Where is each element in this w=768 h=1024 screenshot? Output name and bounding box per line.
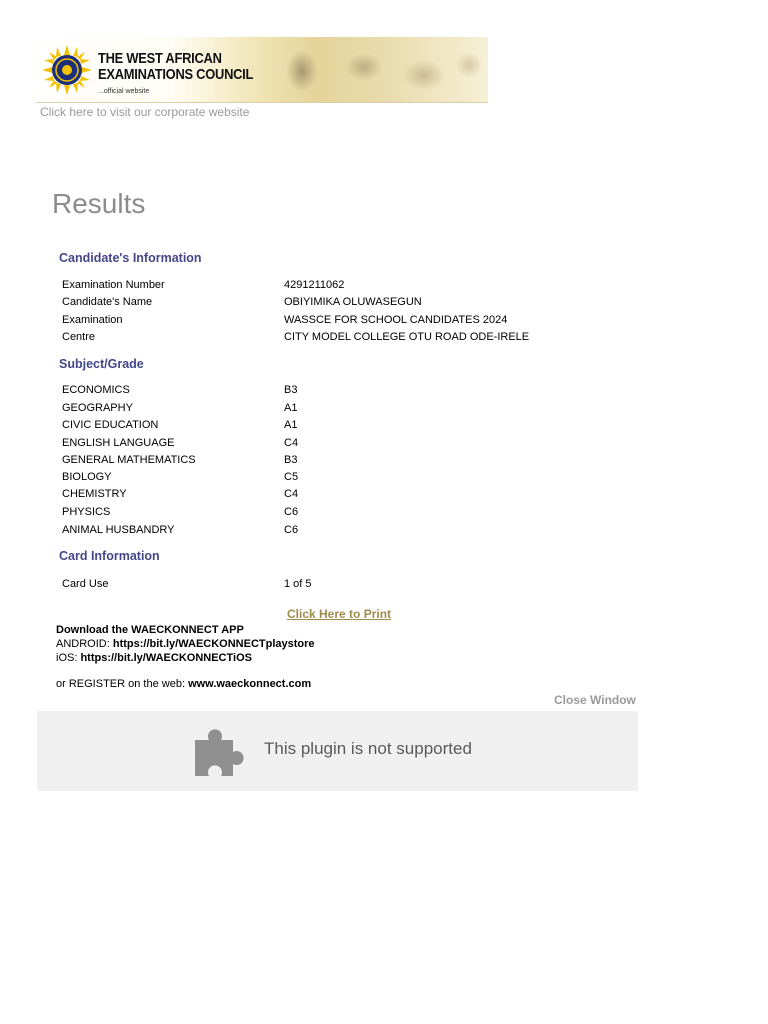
- info-row-centre: [62, 329, 622, 345]
- grade-row: [62, 382, 622, 398]
- subject-grade: C6: [284, 506, 299, 518]
- corporate-website-link[interactable]: Click here to visit our corporate website: [40, 105, 250, 119]
- info-row-card-use: [62, 576, 622, 592]
- subject-name: ENGLISH LANGUAGE: [62, 437, 175, 449]
- field-label: Centre: [62, 331, 96, 343]
- plugin-placeholder: [37, 711, 638, 791]
- page-title: Results: [52, 188, 146, 219]
- subject-grade-heading: Subject/Grade: [59, 357, 144, 371]
- close-window-button[interactable]: Close Window: [554, 693, 636, 707]
- field-value: WASSCE FOR SCHOOL CANDIDATES 2024: [284, 314, 508, 326]
- brand-tagline: ...official website: [98, 88, 150, 95]
- grade-row: [62, 504, 622, 520]
- subject-grade: A1: [284, 419, 298, 431]
- banner-photo: [274, 37, 488, 102]
- ios-link[interactable]: https://bit.ly/WAECKONNECTiOS: [80, 652, 252, 664]
- grade-row: [62, 435, 622, 451]
- field-label: Examination Number: [62, 279, 165, 291]
- grade-row: [62, 486, 622, 502]
- app-promo-title: Download the WAECKONNECT APP: [56, 624, 244, 636]
- subject-grade: B3: [284, 454, 298, 466]
- info-row-examination: [62, 312, 622, 328]
- subject-grade: C4: [284, 437, 299, 449]
- subject-name: ECONOMICS: [62, 384, 130, 396]
- field-value: 1 of 5: [284, 578, 312, 590]
- grade-row: [62, 469, 622, 485]
- subject-grade: C4: [284, 488, 299, 500]
- subject-name: CHEMISTRY: [62, 488, 127, 500]
- grade-row: [62, 417, 622, 433]
- ios-prefix: iOS:: [56, 652, 81, 664]
- field-label: Card Use: [62, 578, 109, 590]
- brand-line-1: THE WEST AFRICAN: [98, 50, 222, 67]
- ios-line: [56, 651, 315, 665]
- info-row-candidate-name: [62, 294, 622, 310]
- waec-seal-icon: [42, 45, 92, 95]
- grade-row: [62, 522, 622, 538]
- brand-name: [98, 51, 253, 83]
- puzzle-piece-icon: [191, 722, 247, 778]
- android-line: [56, 637, 315, 651]
- field-value: CITY MODEL COLLEGE OTU ROAD ODE-IRELE: [284, 331, 530, 343]
- field-label: Candidate's Name: [62, 296, 153, 308]
- android-link[interactable]: https://bit.ly/WAECKONNECTplaystore: [112, 638, 315, 650]
- grade-row: [62, 452, 622, 468]
- subject-grade: C5: [284, 471, 299, 483]
- field-value: OBIYIMIKA OLUWASEGUN: [284, 296, 422, 308]
- register-line: [56, 677, 311, 691]
- waec-header-banner: [36, 37, 488, 103]
- subject-grade: A1: [284, 402, 298, 414]
- register-prefix: or REGISTER on the web:: [56, 678, 189, 690]
- grade-row: [62, 400, 622, 416]
- brand-line-2: EXAMINATIONS COUNCIL: [98, 66, 254, 83]
- subject-name: ANIMAL HUSBANDRY: [62, 524, 175, 536]
- card-info-heading: Card Information: [59, 549, 160, 563]
- subject-grade: B3: [284, 384, 298, 396]
- subject-name: CIVIC EDUCATION: [62, 419, 159, 431]
- print-button[interactable]: Click Here to Print: [287, 607, 392, 621]
- info-row-exam-number: [62, 277, 622, 293]
- register-link[interactable]: www.waeckonnect.com: [188, 678, 312, 690]
- subject-name: GEOGRAPHY: [62, 402, 133, 414]
- plugin-message: This plugin is not supported: [264, 739, 472, 758]
- field-label: Examination: [62, 314, 123, 326]
- subject-grade: C6: [284, 524, 299, 536]
- subject-name: BIOLOGY: [62, 471, 112, 483]
- app-promo: [56, 623, 315, 665]
- android-prefix: ANDROID:: [56, 638, 113, 650]
- subject-name: GENERAL MATHEMATICS: [62, 454, 196, 466]
- field-value: 4291211062: [284, 279, 345, 291]
- subject-name: PHYSICS: [62, 506, 111, 518]
- candidate-info-heading: Candidate's Information: [59, 251, 202, 265]
